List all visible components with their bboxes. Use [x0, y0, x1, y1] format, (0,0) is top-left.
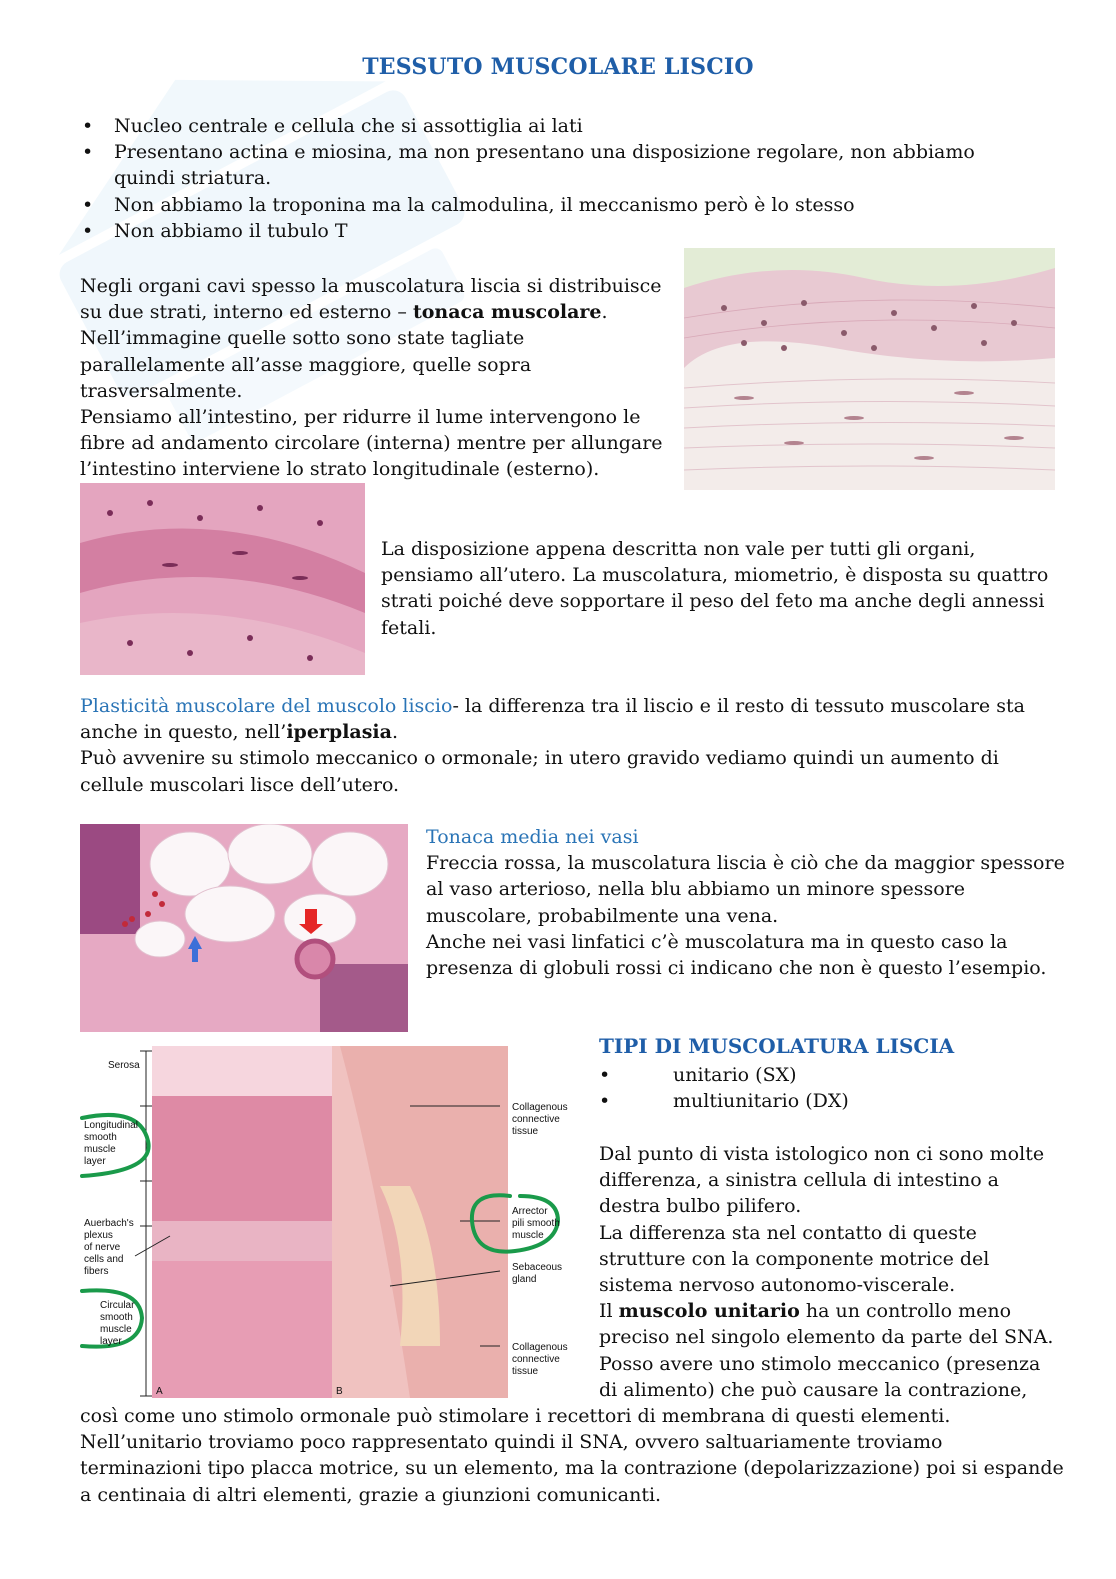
figure-label: smooth: [84, 1132, 117, 1143]
para-text: La differenza sta nel contatto di queste strutture con la componente motrice del sistema nervoso autonomo-viscerale.: [599, 1221, 990, 1297]
para-line: terminazioni tipo placca motrice, su un elemento, ma la contrazione (depolarizzazione) poi si espande: [80, 1457, 1064, 1480]
paragraph-bottom: [80, 1403, 1080, 1508]
bold-term: iperplasia: [286, 721, 392, 744]
figure-panel-label: B: [336, 1386, 343, 1397]
figure-unitary-multiunit-smooth-muscle: [80, 1046, 580, 1398]
figure-label: pili smooth: [512, 1218, 560, 1229]
para-text: Negli organi cavi spesso la muscolatura liscia si distribuisce su due strati, interno ed esterno –: [80, 275, 662, 324]
paragraph-uterus: La disposizione appena descritta non vale per tutti gli organi, pensiamo all’utero. La muscolatura, miometrio, è disposta su quattro strati poiché deve sopportare il peso del feto ma anche degli annessi fetali.: [381, 538, 1049, 639]
para-text: .: [601, 301, 608, 324]
section-heading-tonaca-media: Tonaca media nei vasi: [426, 826, 639, 848]
figure-label: layer: [84, 1156, 106, 1167]
para-text: ha un controllo meno preciso nel singolo elemento da parte del SNA.: [599, 1300, 1054, 1349]
figure-label: muscle: [84, 1144, 116, 1155]
para-text: Posso avere uno stimolo meccanico (presenza di alimento) che può causare la contrazione,: [599, 1352, 1041, 1401]
figure-label: Sebaceous: [512, 1262, 563, 1273]
figure-label: of nerve: [84, 1242, 121, 1253]
figure-label: Collagenous: [512, 1102, 568, 1113]
tipi-list: [599, 1062, 1059, 1114]
figure-label: Circular: [100, 1300, 135, 1311]
section-heading-tipi: [599, 1034, 954, 1058]
figure-label: tissue: [512, 1126, 539, 1137]
bullet-list: [80, 113, 1040, 244]
figure-label: Serosa: [108, 1060, 140, 1071]
para-line: Nell’unitario troviamo poco rappresentato quindi il SNA, ovvero saltuariamente troviamo: [80, 1431, 943, 1454]
page-title: TESSUTO MUSCOLARE LISCIO: [362, 54, 754, 80]
figure-label: layer: [100, 1336, 122, 1347]
figure-label: smooth: [100, 1312, 133, 1323]
figure-label: muscle: [512, 1230, 544, 1241]
para-line: così come uno stimolo ormonale può stimolare i recettori di membrana di questi elementi.: [80, 1405, 951, 1427]
para-line: a centinaia di altri elementi, grazie a giunzioni comunicanti.: [80, 1483, 662, 1506]
para-text: Può avvenire su stimolo meccanico o ormonale; in utero gravido vediamo quindi un aumento di cellule muscolari lisce dell’utero.: [80, 747, 999, 796]
para-text: Il: [599, 1300, 619, 1323]
histology-image-vessels: [80, 824, 408, 1032]
figure-label: Collagenous: [512, 1342, 568, 1353]
figure-label: plexus: [84, 1230, 113, 1241]
figure-label: Arrector: [512, 1206, 548, 1217]
bold-term: muscolo unitario: [618, 1300, 800, 1323]
para-text: Nell’immagine quelle sotto sono state tagliate parallelamente all’asse maggiore, quelle sopra trasversalmente.: [80, 327, 532, 402]
bullet-item: • Nucleo centrale e cellula che si assottiglia ai lati: [80, 113, 1040, 139]
figure-label: Longitudinal: [84, 1120, 138, 1131]
bullet-item: • Non abbiamo il tubulo T: [80, 218, 1040, 244]
paragraph-tipi: [599, 1141, 1061, 1403]
paragraph-plasticita: [80, 693, 1065, 798]
heading-text: TIPI DI MUSCOLATURA LISCIA: [599, 1034, 955, 1058]
figure-label: cells and: [84, 1254, 124, 1265]
histology-image-myometrium: [80, 483, 365, 675]
histology-image-smooth-muscle-layers: [684, 248, 1055, 490]
figure-label: gland: [512, 1274, 537, 1285]
figure-panel-label: A: [156, 1386, 163, 1397]
figure-label: connective: [512, 1114, 560, 1125]
paragraph-tonaca-media: [426, 824, 1066, 981]
list-item-label: multiunitario (DX): [673, 1090, 849, 1113]
list-item: • multiunitario (DX): [599, 1090, 849, 1113]
bold-term: tonaca muscolare: [412, 301, 602, 324]
figure-label: connective: [512, 1354, 560, 1365]
figure-label: fibers: [84, 1266, 109, 1277]
list-item: • unitario (SX): [599, 1064, 797, 1086]
para-text: Pensiamo all’intestino, per ridurre il lume intervengono le fibre ad andamento circolare (interna) mentre per allungare l’intestino interviene lo strato longitudinale (esterno).: [80, 406, 663, 481]
para-text: .: [391, 721, 399, 744]
bullet-item: • Presentano actina e miosina, ma non presentano una disposizione regolare, non abbiamo quindi striatura.: [80, 139, 1040, 191]
para-text: Dal punto di vista istologico non ci sono molte differenza, a sinistra cellula di intestino a destra bulbo pilifero.: [599, 1143, 1045, 1218]
figure-label: Auerbach's: [84, 1218, 134, 1229]
para-text: - la differenza tra il liscio e il resto di tessuto muscolare sta anche in questo, nell’: [80, 695, 1025, 744]
bullet-item: • Non abbiamo la troponina ma la calmodulina, il meccanismo però è lo stesso: [80, 192, 1040, 218]
para-text: Anche nei vasi linfatici c’è muscolatura ma in questo caso la presenza di globuli rossi ci indicano che non è questo l’esempio.: [426, 930, 1047, 980]
section-heading-plasticita: Plasticità muscolare del muscolo liscio: [80, 695, 453, 717]
list-item-label: unitario (SX): [673, 1064, 797, 1086]
figure-label: muscle: [100, 1324, 132, 1335]
figure-label: tissue: [512, 1366, 539, 1377]
paragraph-tonaca-muscolare: [80, 273, 668, 483]
para-text: Freccia rossa, la muscolatura liscia è ciò che da maggior spessore al vaso arterioso, nella blu abbiamo un minore spessore muscolare, probabilmente una vena.: [426, 852, 1065, 927]
